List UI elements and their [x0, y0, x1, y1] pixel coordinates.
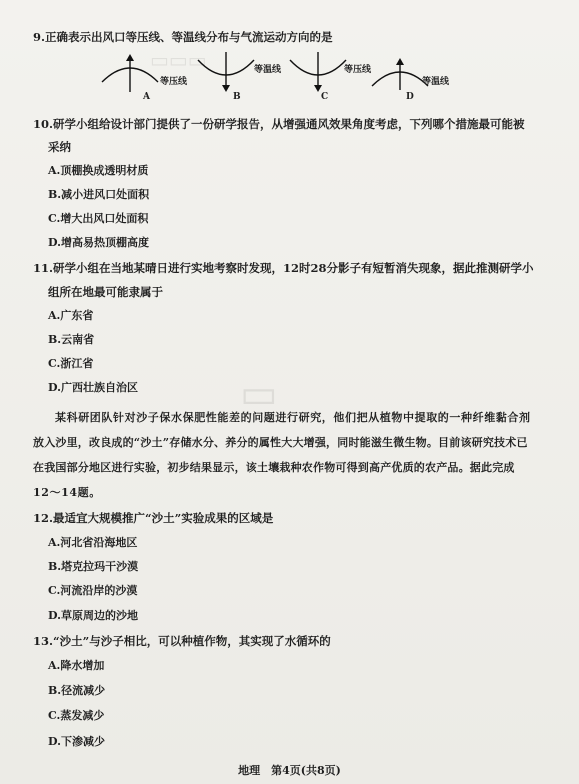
question-11-option-c: C.浙江省 — [48, 357, 94, 370]
question-13-option-b: B.径流减少 — [48, 684, 106, 697]
question-10-option-b: B.减小进风口处面积 — [48, 188, 150, 201]
question-11-stem-line1: 11.研学小组在当地某晴日进行实地考察时发现，12时28分影子有短暂消失现象，据此推测研学小 — [33, 261, 534, 275]
diagram-c-letter: C — [321, 92, 329, 102]
diagram-b-letter: B — [233, 92, 241, 102]
diagram-a-line-label: 等压线 — [160, 77, 188, 87]
question-12-option-c: C.河流沿岸的沙漠 — [48, 584, 138, 597]
bleed-through-mark: ▭ — [240, 370, 278, 417]
question-10-option-a: A.顶棚换成透明材质 — [48, 164, 149, 177]
passage-line-2: 放入沙里，改良成的“沙土”存储水分、养分的属性大大增强，同时能滋生微生物。目前该研究技术已 — [33, 436, 528, 449]
diagram-b — [196, 52, 256, 96]
diagram-a — [100, 52, 160, 96]
passage-line-3: 在我国部分地区进行实验，初步结果显示，该土壤栽种农作物可得到高产优质的农产品。据此完成 — [33, 461, 515, 474]
question-12-option-b: B.塔克拉玛干沙漠 — [48, 560, 139, 573]
question-13-option-c: C.蒸发减少 — [48, 709, 105, 722]
question-13-option-d: D.下渗减少 — [48, 735, 105, 748]
question-12-option-a: A.河北省沿海地区 — [48, 536, 138, 549]
passage-line-1: 某科研团队针对沙子保水保肥性能差的问题进行研究，他们把从植物中提取的一种纤维黏合剂 — [55, 411, 531, 424]
page-footer: 地理 第4页(共8页) — [238, 764, 341, 777]
question-11-option-d: D.广西壮族自治区 — [48, 381, 138, 394]
question-10-stem-line1: 10.研学小组给设计部门提供了一份研学报告，从增强通风效果角度考虑，下列哪个措施最可能被 — [33, 117, 525, 131]
diagram-a-letter: A — [143, 92, 150, 102]
diagram-d-letter: D — [406, 92, 414, 102]
question-10-stem-line2: 采纳 — [48, 140, 71, 154]
question-10-option-c: C.增大出风口处面积 — [48, 212, 149, 225]
diagram-d-line-label: 等温线 — [422, 77, 450, 87]
diagram-c-line-label: 等压线 — [344, 65, 372, 75]
question-11-stem-line2: 组所在地最可能隶属于 — [48, 285, 163, 299]
question-12-option-d: D.草原周边的沙地 — [48, 609, 138, 622]
diagram-d — [370, 56, 430, 96]
passage-line-4: 12～14题。 — [33, 486, 101, 499]
bleed-through-mark: ▭▭▭ — [150, 48, 207, 72]
question-10-option-d: D.增高易热顶棚高度 — [48, 236, 149, 249]
question-11-option-a: A.广东省 — [48, 309, 94, 322]
question-13-option-a: A.降水增加 — [48, 659, 105, 672]
question-9-stem: 9.正确表示出风口等压线、等温线分布与气流运动方向的是 — [33, 30, 333, 44]
diagram-b-line-label: 等温线 — [254, 65, 282, 75]
question-12-stem: 12.最适宜大规模推广“沙土”实验成果的区域是 — [33, 511, 274, 525]
question-13-stem: 13.“沙土”与沙子相比，可以种植作物，其实现了水循环的 — [33, 634, 331, 648]
question-11-option-b: B.云南省 — [48, 333, 95, 346]
diagram-c — [288, 52, 348, 96]
